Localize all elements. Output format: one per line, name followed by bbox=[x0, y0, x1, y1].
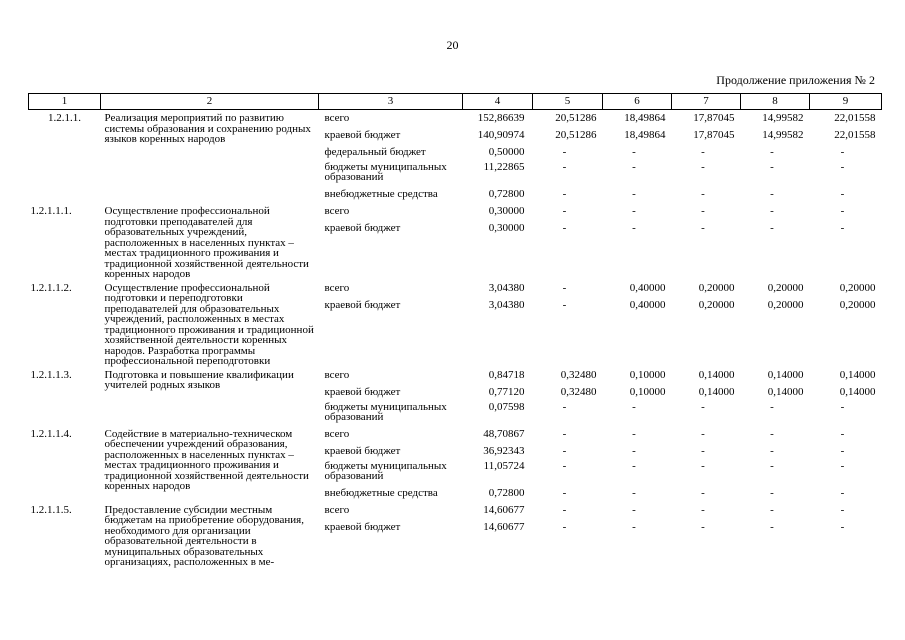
amount-cell: 11,05724 bbox=[483, 459, 525, 472]
amount-cell: - bbox=[770, 486, 774, 499]
amount-cell: - bbox=[770, 146, 774, 158]
amount-cell: 0,10000 bbox=[629, 368, 666, 381]
amount-cell: 0,84718 bbox=[488, 368, 525, 381]
amount-cell: 0,14000 bbox=[767, 385, 804, 398]
amount-cell: - bbox=[701, 427, 705, 440]
amount-cell: - bbox=[840, 146, 845, 158]
year-3-values bbox=[603, 367, 672, 426]
year-1-values bbox=[463, 502, 533, 568]
amount-cell: 0,32480 bbox=[560, 368, 597, 381]
amount-cell: - bbox=[562, 444, 567, 457]
year-1-values bbox=[463, 367, 533, 426]
amount-cell: - bbox=[840, 444, 845, 457]
amount-cell: - bbox=[770, 161, 774, 173]
amount-cell: - bbox=[770, 400, 774, 413]
amount-cell: 0,40000 bbox=[629, 281, 666, 294]
funding-source-label: всего bbox=[324, 368, 350, 381]
page-number: 20 bbox=[446, 38, 459, 52]
item-code: 1.2.1.1.1. bbox=[30, 205, 72, 217]
amount-cell: 0,10000 bbox=[629, 385, 666, 398]
amount-cell: - bbox=[562, 503, 567, 516]
item-name: Реализация мероприятий по развитию системы образования и сохранению родных языков коренных народов bbox=[104, 112, 311, 145]
amount-cell: 0,30000 bbox=[488, 222, 525, 234]
amount-cell: - bbox=[840, 520, 845, 533]
funding-source-label: всего bbox=[324, 503, 350, 516]
amount-cell: - bbox=[840, 161, 845, 173]
appendix-note: Продолжение приложения № 2 bbox=[716, 73, 875, 87]
year-1-values bbox=[463, 203, 533, 280]
column-header: 4 bbox=[463, 94, 533, 110]
year-4-values bbox=[672, 367, 741, 426]
year-5-values bbox=[741, 280, 810, 367]
column-header: 9 bbox=[810, 94, 882, 110]
year-6-values bbox=[810, 280, 882, 367]
amount-cell: - bbox=[562, 520, 567, 533]
amount-cell: 14,60677 bbox=[483, 520, 525, 533]
year-3-values bbox=[603, 502, 672, 568]
funding-source-label: федеральный бюджет bbox=[324, 146, 426, 158]
amount-cell: - bbox=[701, 205, 705, 217]
item-code: 1.2.1.1.5. bbox=[30, 503, 72, 516]
amount-cell: 14,99582 bbox=[762, 112, 804, 124]
amount-cell: - bbox=[840, 205, 845, 217]
amount-cell: 0,14000 bbox=[767, 368, 804, 381]
table-row bbox=[29, 367, 882, 426]
amount-cell: 0,20000 bbox=[839, 281, 876, 294]
amount-cell: - bbox=[632, 486, 636, 499]
year-6-values bbox=[810, 426, 882, 502]
amount-cell: 18,49864 bbox=[624, 112, 666, 124]
budget-table bbox=[28, 93, 882, 568]
amount-cell: - bbox=[701, 459, 705, 472]
year-3-values bbox=[603, 426, 672, 502]
table-row bbox=[29, 203, 882, 280]
item-name: Подготовка и повышение квалификации учителей родных языков bbox=[104, 368, 294, 391]
amount-cell: - bbox=[701, 400, 705, 413]
funding-sources bbox=[319, 367, 463, 426]
amount-cell: 22,01558 bbox=[834, 112, 876, 124]
funding-source-label: внебюджетные средства bbox=[324, 188, 438, 200]
amount-cell: 17,87045 bbox=[693, 129, 735, 141]
year-2-values bbox=[533, 502, 603, 568]
amount-cell: 0,14000 bbox=[839, 385, 876, 398]
amount-cell: - bbox=[840, 427, 845, 440]
amount-cell: 3,04380 bbox=[488, 298, 525, 311]
funding-source-label: краевой бюджет bbox=[324, 222, 401, 234]
amount-cell: 17,87045 bbox=[693, 112, 735, 124]
amount-cell: 0,20000 bbox=[767, 298, 804, 311]
amount-cell: - bbox=[701, 146, 705, 158]
year-6-values bbox=[810, 502, 882, 568]
column-header: 3 bbox=[319, 94, 463, 110]
column-header: 8 bbox=[741, 94, 810, 110]
item-code: 1.2.1.1.4. bbox=[30, 427, 72, 440]
amount-cell: - bbox=[562, 161, 567, 173]
year-5-values bbox=[741, 426, 810, 502]
funding-source-label: бюджеты муниципальных образований bbox=[324, 161, 447, 183]
funding-source-label: краевой бюджет bbox=[324, 129, 401, 141]
amount-cell: - bbox=[562, 281, 567, 294]
amount-cell: - bbox=[701, 486, 705, 499]
year-3-values bbox=[603, 203, 672, 280]
amount-cell: 20,51286 bbox=[555, 129, 597, 141]
funding-source-label: краевой бюджет bbox=[324, 385, 401, 398]
column-header: 7 bbox=[672, 94, 741, 110]
column-header: 1 bbox=[29, 94, 101, 110]
amount-cell: - bbox=[770, 520, 774, 533]
amount-cell: 0,14000 bbox=[839, 368, 876, 381]
amount-cell: 152,86639 bbox=[477, 112, 525, 124]
amount-cell: - bbox=[701, 161, 705, 173]
year-6-values bbox=[810, 203, 882, 280]
year-4-values bbox=[672, 110, 741, 204]
amount-cell: 0,32480 bbox=[560, 385, 597, 398]
year-2-values bbox=[533, 426, 603, 502]
amount-cell: - bbox=[562, 188, 567, 200]
amount-cell: 3,04380 bbox=[488, 281, 525, 294]
amount-cell: - bbox=[840, 486, 845, 499]
amount-cell: - bbox=[770, 444, 774, 457]
amount-cell: 0,72800 bbox=[488, 188, 525, 200]
amount-cell: - bbox=[840, 188, 845, 200]
amount-cell: 0,20000 bbox=[839, 298, 876, 311]
amount-cell: - bbox=[840, 503, 845, 516]
amount-cell: - bbox=[632, 188, 636, 200]
amount-cell: 0,50000 bbox=[488, 146, 525, 158]
item-name: Предоставление субсидии местным бюджетам на приобретение оборудования, необходимого для организации образовательной деятельности в муниципальных образовательных организациях, расположенных в ме- bbox=[104, 503, 304, 568]
amount-cell: - bbox=[562, 146, 567, 158]
year-4-values bbox=[672, 280, 741, 367]
funding-source-label: бюджеты муниципальных образований bbox=[324, 400, 447, 423]
table-row bbox=[29, 502, 882, 568]
year-5-values bbox=[741, 502, 810, 568]
funding-source-label: всего bbox=[324, 281, 350, 294]
year-6-values bbox=[810, 367, 882, 426]
amount-cell: 14,60677 bbox=[483, 503, 525, 516]
table-row bbox=[29, 280, 882, 367]
amount-cell: 22,01558 bbox=[834, 129, 876, 141]
amount-cell: - bbox=[701, 444, 705, 457]
amount-cell: - bbox=[632, 222, 636, 234]
year-2-values bbox=[533, 367, 603, 426]
amount-cell: - bbox=[632, 427, 636, 440]
amount-cell: - bbox=[770, 222, 774, 234]
item-code: 1.2.1.1.3. bbox=[30, 368, 72, 381]
amount-cell: 0,20000 bbox=[698, 281, 735, 294]
amount-cell: 0,20000 bbox=[767, 281, 804, 294]
amount-cell: - bbox=[840, 222, 845, 234]
funding-source-label: внебюджетные средства bbox=[324, 486, 438, 499]
funding-sources bbox=[319, 110, 463, 204]
amount-cell: - bbox=[632, 444, 636, 457]
amount-cell: 48,70867 bbox=[483, 427, 525, 440]
year-4-values bbox=[672, 426, 741, 502]
amount-cell: 140,90974 bbox=[477, 129, 525, 141]
amount-cell: 0,30000 bbox=[488, 205, 525, 217]
year-1-values bbox=[463, 280, 533, 367]
amount-cell: 0,07598 bbox=[488, 400, 525, 413]
year-2-values bbox=[533, 280, 603, 367]
item-code: 1.2.1.1.2. bbox=[30, 281, 72, 294]
funding-source-label: всего bbox=[324, 112, 350, 124]
funding-source-label: всего bbox=[324, 427, 350, 440]
column-header: 2 bbox=[101, 94, 319, 110]
table-body bbox=[29, 110, 882, 568]
amount-cell: - bbox=[562, 459, 567, 472]
table-row bbox=[29, 426, 882, 502]
column-header: 6 bbox=[603, 94, 672, 110]
amount-cell: - bbox=[562, 427, 567, 440]
year-5-values bbox=[741, 110, 810, 204]
amount-cell: - bbox=[770, 459, 774, 472]
amount-cell: - bbox=[632, 520, 636, 533]
funding-source-label: краевой бюджет bbox=[324, 444, 401, 457]
year-5-values bbox=[741, 203, 810, 280]
amount-cell: 0,72800 bbox=[488, 486, 525, 499]
amount-cell: - bbox=[562, 205, 567, 217]
amount-cell: - bbox=[562, 298, 567, 311]
amount-cell: 0,77120 bbox=[488, 385, 525, 398]
amount-cell: - bbox=[562, 486, 567, 499]
item-name: Осуществление профессиональной подготовки преподавателей для образовательных учреждений, расположенных в населенных пунктах – местах традиционного проживания и традиционной хозяйственной деятельности коренных народов bbox=[104, 205, 309, 280]
amount-cell: - bbox=[632, 503, 636, 516]
amount-cell: - bbox=[840, 459, 845, 472]
year-6-values bbox=[810, 110, 882, 204]
amount-cell: - bbox=[770, 205, 774, 217]
year-1-values bbox=[463, 426, 533, 502]
amount-cell: - bbox=[632, 161, 636, 173]
amount-cell: - bbox=[770, 427, 774, 440]
funding-sources bbox=[319, 502, 463, 568]
year-2-values bbox=[533, 203, 603, 280]
amount-cell: - bbox=[562, 222, 567, 234]
year-2-values bbox=[533, 110, 603, 204]
amount-cell: 20,51286 bbox=[555, 112, 597, 124]
amount-cell: 11,22865 bbox=[483, 161, 525, 173]
amount-cell: - bbox=[770, 503, 774, 516]
amount-cell: - bbox=[840, 400, 845, 413]
amount-cell: 36,92343 bbox=[483, 444, 525, 457]
amount-cell: 0,14000 bbox=[698, 368, 735, 381]
funding-source-label: бюджеты муниципальных образований bbox=[324, 459, 447, 482]
amount-cell: - bbox=[701, 222, 705, 234]
funding-source-label: краевой бюджет bbox=[324, 298, 401, 311]
table-row bbox=[29, 110, 882, 204]
amount-cell: 14,99582 bbox=[762, 129, 804, 141]
year-3-values bbox=[603, 280, 672, 367]
amount-cell: - bbox=[632, 459, 636, 472]
funding-sources bbox=[319, 426, 463, 502]
amount-cell: 0,14000 bbox=[698, 385, 735, 398]
year-3-values bbox=[603, 110, 672, 204]
year-5-values bbox=[741, 367, 810, 426]
funding-source-label: краевой бюджет bbox=[324, 520, 401, 533]
amount-cell: 0,40000 bbox=[629, 298, 666, 311]
amount-cell: - bbox=[770, 188, 774, 200]
header-row bbox=[29, 94, 882, 110]
funding-sources bbox=[319, 280, 463, 367]
amount-cell: - bbox=[632, 400, 636, 413]
amount-cell: - bbox=[701, 503, 705, 516]
amount-cell: 18,49864 bbox=[624, 129, 666, 141]
year-1-values bbox=[463, 110, 533, 204]
amount-cell: - bbox=[632, 205, 636, 217]
item-code: 1.2.1.1. bbox=[48, 112, 81, 124]
amount-cell: 0,20000 bbox=[698, 298, 735, 311]
amount-cell: - bbox=[701, 520, 705, 533]
funding-sources bbox=[319, 203, 463, 280]
funding-source-label: всего bbox=[324, 205, 350, 217]
amount-cell: - bbox=[701, 188, 705, 200]
item-name: Осуществление профессиональной подготовки и переподготовки преподавателей для образовательных учреждений, расположенных в местах традиционного проживания и традиционной хозяйственной деятельности коренных народов. Разработка программы профессиональной переподготовки bbox=[104, 281, 314, 367]
amount-cell: - bbox=[562, 400, 567, 413]
year-4-values bbox=[672, 203, 741, 280]
amount-cell: - bbox=[632, 146, 636, 158]
column-header: 5 bbox=[533, 94, 603, 110]
item-name: Содействие в материально-техническом обеспечении учреждений образования, расположенных в населенных пунктах – местах традиционного проживания и традиционной хозяйственной деятельности коренных народов bbox=[104, 427, 309, 492]
year-4-values bbox=[672, 502, 741, 568]
